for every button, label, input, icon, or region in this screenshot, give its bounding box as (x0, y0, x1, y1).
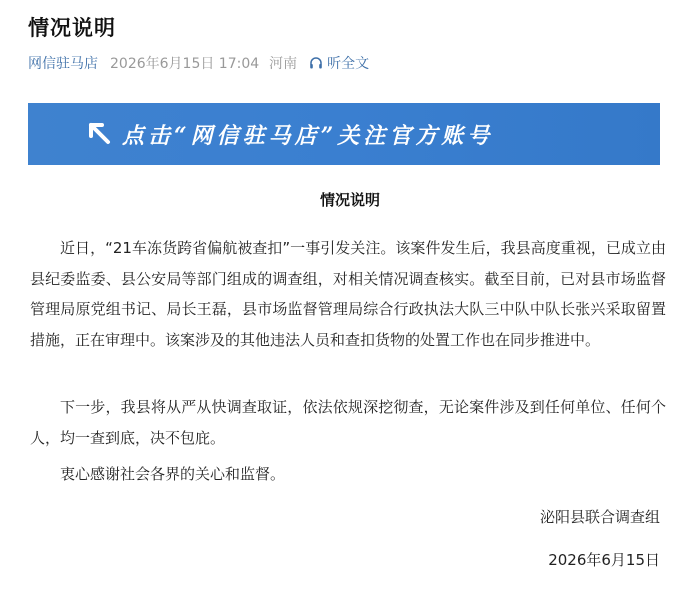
listen-button[interactable] (309, 53, 369, 73)
publish-time: 2026年6月15日 17:04 (110, 56, 260, 72)
arrow-up-left-icon (86, 120, 114, 148)
article-paragraph: 下一步，我县将从严从快调查取证，依法依规深挖彻查，无论案件涉及到任何单位、任何个人，均一查到底，决不包庇。 (30, 398, 666, 447)
signature-date: 2026年6月15日 (548, 551, 660, 569)
article-paragraph: 近日，“21车冻货跨省偏航被查扣”一事引发关注。该案件发生后，我县高度重视，已成立由县纪委监委、县公安局等部门组成的调查组，对相关情况调查核实。截至目前，已对县市场监督管理局原党组书记、局长王磊，县市场监督管理局综合行政执法大队三中队中队长张兴采取留置措施，正在审理中。该案涉及的其他违法人员和查扣货物的处置工作也在同步推进中。 (30, 239, 666, 349)
headphones-icon (309, 56, 323, 70)
follow-banner[interactable] (28, 103, 660, 165)
page-title: 情况说明 (28, 16, 116, 40)
account-link[interactable]: 网信驻马店 (28, 56, 98, 72)
article-heading: 情况说明 (319, 191, 380, 209)
banner-text: 点击“网信驻马店”关注官方账号 (122, 122, 494, 149)
signature: 泌阳县联合调查组 (539, 508, 660, 526)
article-paragraph: 衷心感谢社会各界的关心和监督。 (60, 465, 286, 483)
article-meta (28, 53, 369, 73)
region-label: 河南 (269, 56, 298, 72)
listen-label: 听全文 (327, 56, 370, 72)
